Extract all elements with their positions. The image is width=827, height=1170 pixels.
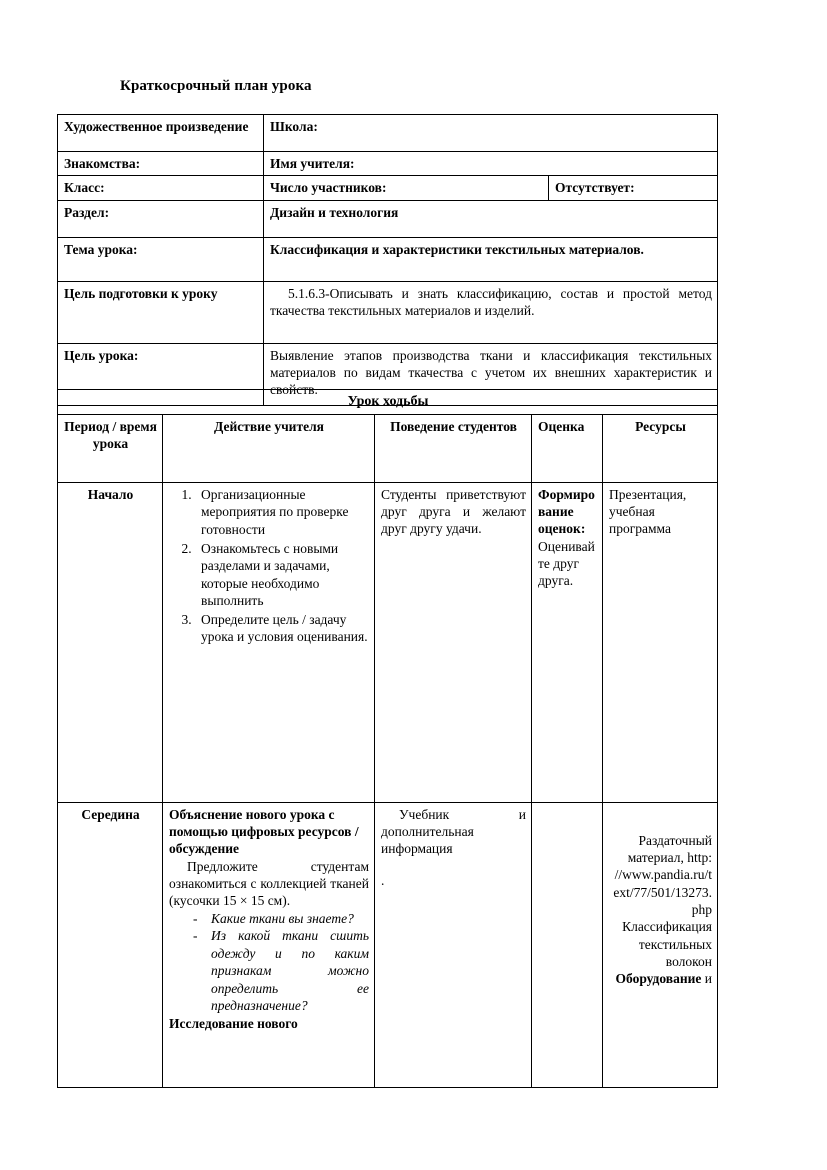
list-item: - Какие ткани вы знаете? xyxy=(193,910,369,928)
info-value-lesson-goal: Выявление этапов производства ткани и классификация текстильных материалов по видам ткачества с учетом их внешних характеристик и свойств. xyxy=(264,343,718,405)
info-value-teacher-name: Имя учителя: xyxy=(264,152,718,176)
teacher-action-cell-beginning xyxy=(163,482,375,802)
info-value-school: Школа: xyxy=(264,115,718,152)
table-row xyxy=(58,152,718,176)
resources-cell-middle xyxy=(603,802,718,1087)
column-header-resources: Ресурсы xyxy=(603,414,718,482)
info-value-section: Дизайн и технология xyxy=(264,200,718,237)
resources-equipment-label: Оборудование xyxy=(615,971,702,987)
student-behavior-cell-beginning: Студенты приветствуют друг друга и желают друг другу удачи. xyxy=(375,482,532,802)
column-header-teacher-action: Действие учителя xyxy=(163,414,375,482)
page-title: Краткосрочный план урока xyxy=(120,78,312,94)
table-row xyxy=(58,482,718,802)
table-row xyxy=(58,200,718,237)
info-label-artwork xyxy=(58,115,264,152)
info-label-lesson-goal: Цель урока: xyxy=(58,343,264,405)
lesson-flow-banner-row xyxy=(58,390,718,415)
assessment-cell-beginning xyxy=(532,482,603,802)
list-item: 1. Организационные мероприятия по проверке готовности xyxy=(195,486,369,539)
resources-classification: Классификация текстильных волокон xyxy=(622,919,712,969)
info-value-prep-goal: 5.1.6.3-Описывать и знать классификацию, состав и простой метод ткачества текстильных материалов и изделий. xyxy=(264,281,718,343)
student-behavior-trailing-dot: . xyxy=(381,872,385,888)
lesson-flow-header-row xyxy=(58,414,718,482)
assessment-cell-middle xyxy=(532,802,603,1087)
resources-equipment-tail: и xyxy=(701,971,712,987)
resources-handout-link: Раздаточный материал, http: //www.pandia.ru/text/77/501/13273.php xyxy=(613,832,712,917)
list-item: 2. Ознакомьтесь с новыми разделами и задачами, которые необходимо выполнить xyxy=(195,540,369,610)
info-label-prep-goal: Цель подготовки к уроку xyxy=(58,281,264,343)
table-row xyxy=(58,281,718,343)
teacher-action-cell-middle xyxy=(163,802,375,1087)
lesson-flow-table xyxy=(57,389,718,1088)
resources-equipment xyxy=(609,970,712,987)
info-value-participants: Число участников: xyxy=(264,176,549,200)
list-item: - Из какой ткани сшить одежду и по каким признакам можно определить ее предназначение? xyxy=(193,927,369,1015)
column-header-assessment: Оценка xyxy=(532,414,603,482)
student-behavior-cell-middle xyxy=(375,802,532,1087)
table-row xyxy=(58,237,718,281)
info-label-class: Класс: xyxy=(58,176,264,200)
teacher-action-intro: Предложите студентам ознакомиться с коллекцией тканей (кусочки 15 × 15 см). xyxy=(169,858,369,909)
list-item: 3. Определите цель / задачу урока и условия оценивания. xyxy=(195,611,369,646)
info-label-topic: Тема урока: xyxy=(58,237,264,281)
period-cell-middle: Середина xyxy=(58,802,163,1087)
info-label-section: Раздел: xyxy=(58,200,264,237)
table-row xyxy=(58,802,718,1087)
table-row xyxy=(58,176,718,200)
info-value-topic: Классификация и характеристики текстильных материалов. xyxy=(264,237,718,281)
teacher-action-footer: Исследование нового xyxy=(169,1015,298,1031)
info-label-acquaintance: Знакомства: xyxy=(58,152,264,176)
info-label-artwork-text: Художественное произведение xyxy=(64,119,249,134)
lesson-info-table xyxy=(57,114,718,406)
period-cell-beginning: Начало xyxy=(58,482,163,802)
resources-cell-beginning: Презентация, учебная программа xyxy=(603,482,718,802)
assessment-heading: Формирование оценок: xyxy=(538,486,595,537)
column-header-period: Период / время урока xyxy=(58,414,163,482)
student-behavior-text: Учебник и дополнительная информация xyxy=(381,806,526,857)
teacher-action-heading: Объяснение нового урока с помощью цифровых ресурсов / обсуждение xyxy=(169,806,359,857)
lesson-flow-banner: Урок ходьбы xyxy=(58,390,718,415)
info-value-absent: Отсутствует: xyxy=(549,176,718,200)
assessment-body: Оценивайте друг друга. xyxy=(538,538,595,589)
teacher-question-list xyxy=(169,910,369,1015)
teacher-action-list xyxy=(169,486,369,646)
table-row xyxy=(58,115,718,152)
column-header-student-behavior: Поведение студентов xyxy=(375,414,532,482)
